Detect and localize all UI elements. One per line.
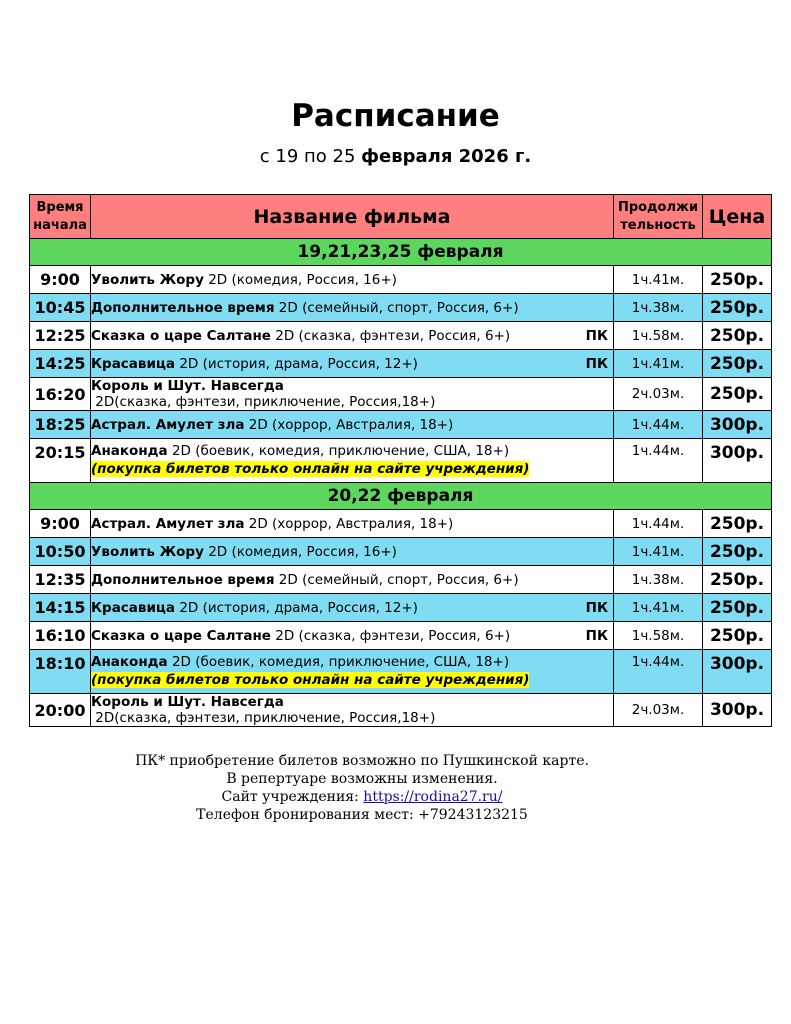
film-duration: 1ч.41м.: [614, 266, 703, 294]
film-duration: 2ч.03м.: [614, 378, 703, 411]
pushkin-card-badge: ПК: [585, 627, 608, 644]
ticket-price: 300р.: [703, 411, 772, 439]
film-title: Король и Шут. Навсегда: [91, 378, 284, 394]
film-duration: 1ч.38м.: [614, 294, 703, 322]
film-title: Астрал. Амулет зла: [91, 416, 245, 433]
pushkin-card-badge: ПК: [585, 355, 608, 372]
table-row: [30, 294, 772, 322]
table-row: [30, 439, 772, 483]
subtitle-date-range: с 19 по 25: [259, 146, 356, 167]
film-duration: 1ч.44м.: [614, 439, 703, 483]
film-cell: [91, 510, 614, 538]
showtime: 18:25: [30, 411, 91, 439]
film-title: Сказка о царе Салтане: [91, 627, 271, 644]
film-title: Уволить Жору: [91, 271, 204, 288]
film-duration: 2ч.03м.: [614, 694, 703, 727]
ticket-price: 250р.: [703, 566, 772, 594]
film-cell: [91, 694, 614, 727]
ticket-price: 250р.: [703, 594, 772, 622]
ticket-price: 250р.: [703, 538, 772, 566]
subtitle-month-year: февраля 2026 г.: [361, 146, 532, 167]
film-title: Красавица: [91, 355, 176, 372]
film-cell: [91, 411, 614, 439]
table-row: [30, 322, 772, 350]
showtime: 16:10: [30, 622, 91, 650]
film-title: Анаконда: [91, 443, 168, 459]
film-cell: [91, 566, 614, 594]
film-cell: [91, 378, 614, 411]
showtime: 12:25: [30, 322, 91, 350]
showtime: 20:15: [30, 439, 91, 483]
film-duration: 1ч.41м.: [614, 350, 703, 378]
film-details: 2D (комедия, Россия, 16+): [203, 271, 397, 288]
ticket-price: 250р.: [703, 510, 772, 538]
table-row: [30, 650, 772, 694]
table-row: [30, 411, 772, 439]
schedule-body: [30, 239, 772, 727]
showtime: 20:00: [30, 694, 91, 727]
film-details: 2D (комедия, Россия, 16+): [203, 543, 397, 560]
film-cell: [91, 350, 614, 378]
date-section-row: [30, 483, 772, 510]
table-row: [30, 622, 772, 650]
footer-website-link[interactable]: https://rodina27.ru/: [363, 789, 503, 805]
page-title: Расписание: [291, 98, 500, 134]
schedule-table: [29, 194, 772, 727]
showtime: 9:00: [30, 510, 91, 538]
film-title: Дополнительное время: [91, 299, 275, 316]
table-row: [30, 510, 772, 538]
table-row: [30, 350, 772, 378]
header-start-time: Время начала: [30, 195, 91, 239]
showtime: 12:35: [30, 566, 91, 594]
film-duration: 1ч.58м.: [614, 622, 703, 650]
film-cell: [91, 594, 614, 622]
film-details: 2D (боевик, комедия, приключение, США, 18+): [167, 443, 510, 459]
ticket-price: 300р.: [703, 694, 772, 727]
footer-changes-note: В репертуаре возможны изменения.: [226, 771, 498, 787]
pushkin-card-badge: ПК: [585, 327, 608, 344]
date-section-label: 20,22 февраля: [30, 483, 772, 510]
ticket-price: 300р.: [703, 439, 772, 483]
showtime: 14:25: [30, 350, 91, 378]
film-details: 2D (сказка, фэнтези, Россия, 6+): [270, 327, 511, 344]
film-title: Астрал. Амулет зла: [91, 515, 245, 532]
date-section-label: 19,21,23,25 февраля: [30, 239, 772, 266]
header-duration: Продолжи тельность: [614, 195, 703, 239]
showtime: 10:45: [30, 294, 91, 322]
table-row: [30, 566, 772, 594]
pushkin-card-badge: ПК: [585, 599, 608, 616]
table-row: [30, 378, 772, 411]
ticket-price: 250р.: [703, 622, 772, 650]
film-details: 2D(сказка, фэнтези, приключение, Россия,18+): [91, 394, 436, 410]
online-only-note: (покупка билетов только онлайн на сайте учреждения): [91, 672, 530, 688]
ticket-price: 250р.: [703, 378, 772, 411]
table-row: [30, 594, 772, 622]
film-details: 2D (боевик, комедия, приключение, США, 18+): [167, 654, 510, 670]
ticket-price: 250р.: [703, 266, 772, 294]
header-film-title: Название фильма: [91, 195, 614, 239]
film-duration: 1ч.38м.: [614, 566, 703, 594]
film-duration: 1ч.58м.: [614, 322, 703, 350]
online-only-note: (покупка билетов только онлайн на сайте учреждения): [91, 461, 530, 477]
date-section-row: [30, 239, 772, 266]
film-cell: [91, 439, 614, 483]
showtime: 9:00: [30, 266, 91, 294]
film-details: 2D (сказка, фэнтези, Россия, 6+): [270, 627, 511, 644]
table-row: [30, 694, 772, 727]
film-details: 2D (история, драма, Россия, 12+): [175, 599, 418, 616]
header-price: Цена: [703, 195, 772, 239]
film-details: 2D (хоррор, Австралия, 18+): [244, 416, 454, 433]
film-details: 2D (семейный, спорт, Россия, 6+): [274, 299, 519, 316]
film-duration: 1ч.44м.: [614, 510, 703, 538]
film-details: 2D (хоррор, Австралия, 18+): [244, 515, 454, 532]
film-details: 2D (семейный, спорт, Россия, 6+): [274, 571, 519, 588]
film-title: Анаконда: [91, 654, 168, 670]
showtime: 10:50: [30, 538, 91, 566]
ticket-price: 250р.: [703, 294, 772, 322]
film-details: 2D (история, драма, Россия, 12+): [175, 355, 418, 372]
film-cell: [91, 294, 614, 322]
film-duration: 1ч.41м.: [614, 594, 703, 622]
ticket-price: 300р.: [703, 650, 772, 694]
showtime: 14:15: [30, 594, 91, 622]
film-title: Сказка о царе Салтане: [91, 327, 271, 344]
film-title: Красавица: [91, 599, 176, 616]
film-cell: [91, 622, 614, 650]
table-header-row: [30, 195, 772, 239]
film-cell: [91, 650, 614, 694]
film-duration: 1ч.41м.: [614, 538, 703, 566]
table-row: [30, 266, 772, 294]
showtime: 16:20: [30, 378, 91, 411]
footer-website-line: [0, 788, 724, 806]
ticket-price: 250р.: [703, 350, 772, 378]
footer-pushkin-card-note: ПК* приобретение билетов возможно по Пушкинской карте.: [135, 753, 589, 769]
footer-phone: Телефон бронирования мест: +79243123215: [196, 807, 528, 823]
footer-info: [0, 752, 724, 824]
film-title: Дополнительное время: [91, 571, 275, 588]
film-title: Король и Шут. Навсегда: [91, 694, 284, 710]
ticket-price: 250р.: [703, 322, 772, 350]
film-details: 2D(сказка, фэнтези, приключение, Россия,18+): [91, 710, 436, 726]
film-cell: [91, 538, 614, 566]
film-duration: 1ч.44м.: [614, 650, 703, 694]
footer-website-label: Сайт учреждения:: [221, 789, 364, 805]
showtime: 18:10: [30, 650, 91, 694]
film-cell: [91, 322, 614, 350]
film-cell: [91, 266, 614, 294]
film-duration: 1ч.44м.: [614, 411, 703, 439]
table-row: [30, 538, 772, 566]
film-title: Уволить Жору: [91, 543, 204, 560]
page-subtitle: [0, 146, 791, 167]
